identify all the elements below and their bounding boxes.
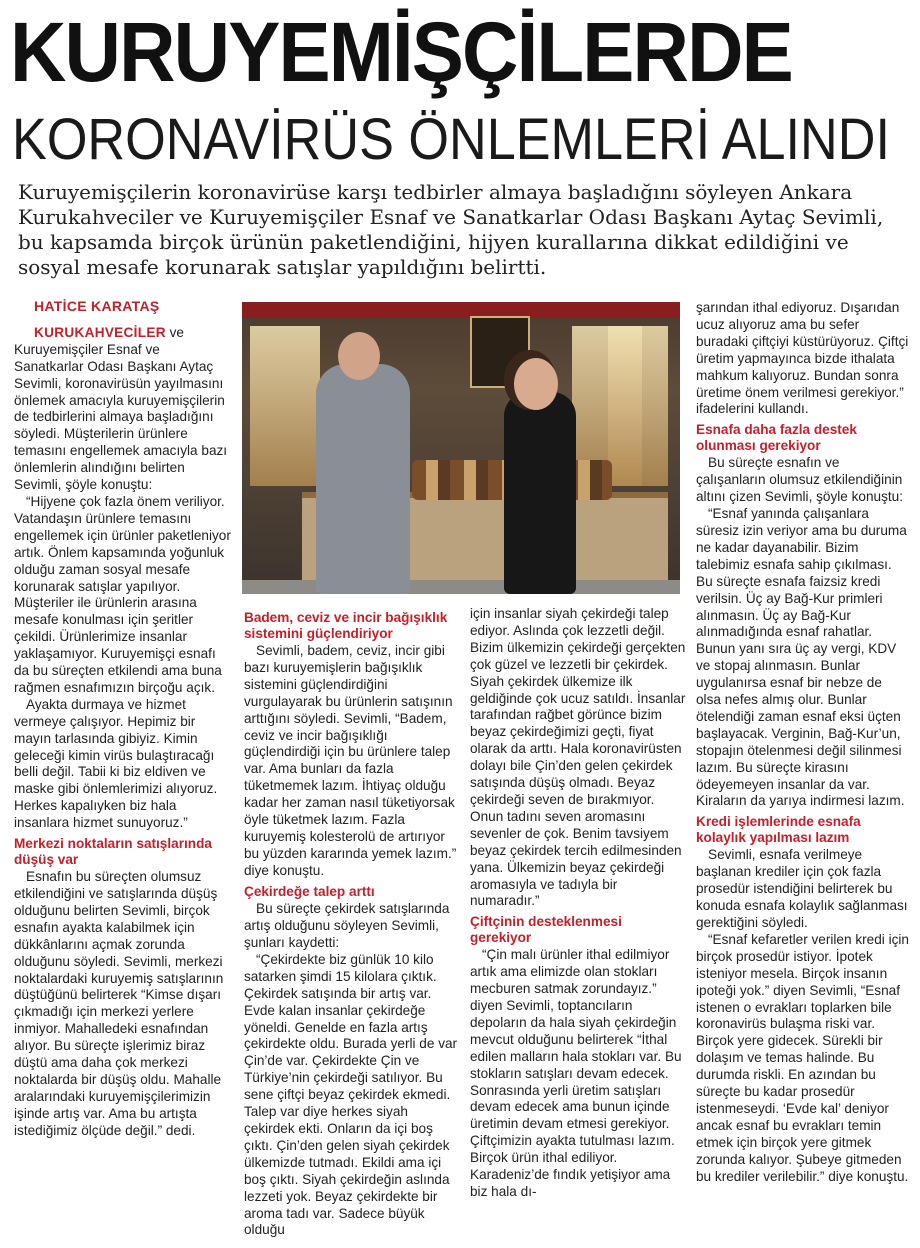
section-heading: Çekirdeğe talep arttı: [244, 883, 375, 899]
paragraph: Sevimli, esnafa verilmeye başlanan krediler için çok fazla prosedür istendiğini belirterek bu konuda esnafa kolaylık sağlanması gerektiğini söyledi.: [696, 847, 908, 930]
paragraph: Esnafın bu süreçten olumsuz etkilendiğini ve satışlarında düşüş olduğunu belirten Sevimli, birçok esnafın ayakta kalabilmek için dükkânlarını açmak zorunda olduğunu söyledi. Sevimli, merkezi noktalardaki kuruyemiş satışlarının düştüğünü belirterek “Kimse dışarı çıkmadığı için merkezi yerlere inmiyor. Mahalledeki esnafından alıyor. Bu süreçte işlerimiz biraz düştü ama daha çok merkezi noktalarda bir düşüş oldu. Mahalle aralarındaki kuruyemişçilerimizin işinde artış var. Ama bu artışta istediğimiz ölçüde değil.” dedi.: [14, 869, 224, 1138]
photo-person-woman: [504, 392, 576, 594]
column-4: [696, 300, 910, 1186]
section-heading: Badem, ceviz ve incir bağışıklık sistemini güçlendiriyor: [244, 610, 448, 641]
paragraph-text: ve Kuruyemişçiler Esnaf ve Sanatkarlar Odası Başkanı Aytaç Sevimli, koronavirüsün yayılmasını önlemek amacıyla kuruyemişçilerin de tedbirlerini almaya başladığını söyledi. Müşterilerin ürünlere temasını engellemek amacıyla bazı önlemlerin alındığını belirten Sevimli, şöyle konuştu:: [14, 324, 228, 493]
paragraph: “Çekirdekte biz günlük 10 kilo satarken şimdi 15 kilolara çıktık. Çekirdek satışında bir artış var. Evde kalan insanlar çekirdeğe yöneldi. Genelde en fazla artış çekirdekte oldu. Burada yerli de var Çin’de var. Çekirdekte Çin ve Türkiye’nin çekirdeği satılıyor. Bu sene çiftçi beyaz çekirdek ekmedi. Talep var diye herkes siyah çekirdek ekti. Onların da içi boş çıktı. Çin’den gelen siyah çekirdek ülkemizde tutmadı. Ekildi ama içi boş çıktı. Siyah çekirdeğin aslında lezzeti yok. Beyaz çekirdekte bir aroma tadı var. Sadece büyük olduğu: [244, 951, 458, 1238]
column-3: [470, 606, 686, 1201]
subheadline: KORONAVİRÜS ÖNLEMLERİ ALINDI: [12, 107, 890, 172]
paragraph: [14, 325, 232, 494]
paragraph: “Hijyene çok fazla önem veriliyor. Vatandaşın ürünlere temasını engellemek için ürünler paketleniyor artık. Önlem kapsamında yoğunluk olduğu zaman sosyal mesafe korunarak satışlar yapılıyor. Müşteriler ile ürünlerin arasına mesafe konulması için şeritler çekildi. Ürünlerimize insanlar yaklaşamıyor. Kuruyemişçi esnafı da bu süreçten etkilendi ama buna rağmen esnafımızın birçoğu açık.: [14, 493, 231, 695]
photo-person-man-head: [338, 332, 380, 380]
section-heading: Çiftçinin desteklenmesi gerekiyor: [470, 914, 622, 945]
column-1: [14, 298, 232, 1140]
paragraph: “Çin malı ürünler ithal edilmiyor artık ama elimizde olan stokları mecburen satmak zorundayız.” diyen Sevimli, toptancıların depoların da hala siyah çekirdeğin mevcut olduğunu belirterek “İthal edilen malların hala stokları var. Bu stokların satışları devam edecek. Sonrasında yerli üretim satışları devam edecek ama bunun içinde üretimin devam etmesi gerekiyor. Çiftçimizin ayakta tutulması lazım. Birçok ürün ithal ediliyor. Karadeniz’de fındık yetişiyor ama biz hala dı-: [470, 947, 682, 1199]
photo-window: [608, 326, 668, 486]
photo-person-woman-head: [514, 358, 558, 410]
paragraph: Bu süreçte çekirdek satışlarında artış olduğunu söyleyen Sevimli, şunları kaydetti:: [244, 901, 450, 950]
section-heading: Merkezi noktaların satışlarında düşüş var: [14, 836, 212, 867]
dropcap-lead-word: KURUKAHVECİLER: [34, 324, 166, 340]
section-heading: Kredi işlemlerinde esnafa kolaylık yapılması lazım: [696, 814, 861, 845]
section-heading: Esnafa daha fazla destek olunması gerekiyor: [696, 422, 857, 453]
paragraph: Bu süreçte esnafın ve çalışanların olumsuz etkilendiğinin altını çizen Sevimli, şöyle konuştu:: [696, 455, 904, 505]
paragraph: Sevimli, badem, ceviz, incir gibi bazı kuruyemişlerin bağışıklık sistemini güçlendirdiğini vurgulayarak bu ürünlerin satışının arttığını söyledi. Sevimli, “Badem, ceviz ve incir bağışıklığı güçlendirdiği için bu ürünlere talep var. Ama bunları da fazla tüketmemek lazım. İhtiyaç olduğu kadar her zaman nasıl tüketiyorsak öyle tüketmek lazım. Fazla kuruyemiş kolesterolü de artırıyor bu yüzden kararında yemek lazım.” diye konuştu.: [244, 643, 457, 878]
photo-window: [250, 326, 320, 486]
paragraph: Ayakta durmaya ve hizmet vermeye çalışıyor. Hepimiz bir mayın tarlasında gibiyiz. Kimin geleceği kimin virüs bulaştıracağı belli değil. Tabii ki biz eldiven ve maske gibi önlemlerimizi alıyoruz. Herkes kapalıyken biz hala insanlara hizmet sunuyoruz.”: [14, 696, 218, 831]
paragraph: için insanlar siyah çekirdeği talep ediyor. Aslında çok lezzetli değil. Bizim ülkemizin çekirdeği gerçekten çok güzel ve lezzetli bir çekirdek. Siyah çekirdek ülkemize ilk geldiğinde çok ucuz satıldı. İnsanlar tarafından rağbet görünce bizim beyaz çekirdeğimizi geçti, fiyat olarak da arttı. Hala koronavirüsten dolayı bile Çin’den gelen çekirdek satışında düşüş olmadı. Beyaz çekirdeği seven de bırakmıyor. Onun tadını seven aromasını sevenler de çok. Benim tavsiyem beyaz çekirdek tercih edilmesinden yana. Ülkemizin beyaz çekirdeği aromasıyla ve tadıyla bir numaradır.”: [470, 606, 686, 909]
headline: KURUYEMİŞÇİLERDE: [10, 5, 792, 99]
paragraph: şarından ithal ediyoruz. Dışarıdan ucuz alıyoruz ama bu sefer buradaki çiftçiyi küstürüyoruz. Çiftçi üretim yapmayınca bizde ithalata mahkum kalıyoruz. Bundan sonra üretime önem verilmesi gerekiyor.” ifadelerini kullandı.: [696, 300, 909, 417]
paragraph: “Esnaf kefaretler verilen kredi için birçok prosedür istiyor. İpotek isteniyor mesela. Birçok insanın ipoteği yok.” diyen Sevimli, “Esnaf istenen o evrakları toplarken bile koronavirüs bulaşma riski var. Birçok yere gidecek. Sürekli bir dolaşım ve temas halinde. Bu durumda riskli. En azından bu süreçte bu kadar prosedür istenmeseydi. ‘Evde kal’ deniyor ancak esnaf bu evrakları temin etmek için birçok yere gitmek zorunda kalıyor. Şubeye gitmeden bu krediler verilebilir.” diye konuştu.: [696, 931, 909, 1184]
photo-person-man: [316, 364, 410, 594]
column-2: [244, 606, 459, 1239]
article-photo: [242, 302, 680, 594]
paragraph: “Esnaf yanında çalışanlara süresiz izin veriyor ama bu duruma ne kadar dayanabilir. Bizim talebimiz esnafa sahip çıkılması. Bu süreçte esnafa faizsiz kredi verilsin. Üç ay Bağ-Kur primleri alınmasın. Üç ay Bağ-Kur alınmadığında esnaf rahatlar. Bunun yanı sıra üç ay vergi, KDV ve stopaj alınmasın. Bunlar uygulanırsa esnaf bir nebze de olsa nefes almış olur. Bunlar ötelendiği zaman esnaf eksi üçten başlayacak. Verginin, Bağ-Kur’un, stopajın ötelenmesi değil silinmesi lazım. Bu süreçte kirasını ödeyemeyen insanlar da var. Kiraların da yarıya indirmesi lazım.: [696, 506, 907, 809]
photo-awning: [242, 302, 680, 318]
author-byline: HATİCE KARATAŞ: [34, 298, 160, 314]
photo-floor: [242, 580, 680, 594]
lead-paragraph: Kuruyemişçilerin koronavirüse karşı tedbirler almaya başladığını söyleyen Ankara Kurukahveciler ve Kuruyemişçiler Esnaf ve Sanatkarlar Odası Başkanı Aytaç Sevimli, bu kapsamda birçok ürünün paketlendiğini, hijyen kurallarına dikkat edildiğini ve sosyal mesafe korunarak satışlar yapıldığını belirtti.: [18, 180, 884, 279]
